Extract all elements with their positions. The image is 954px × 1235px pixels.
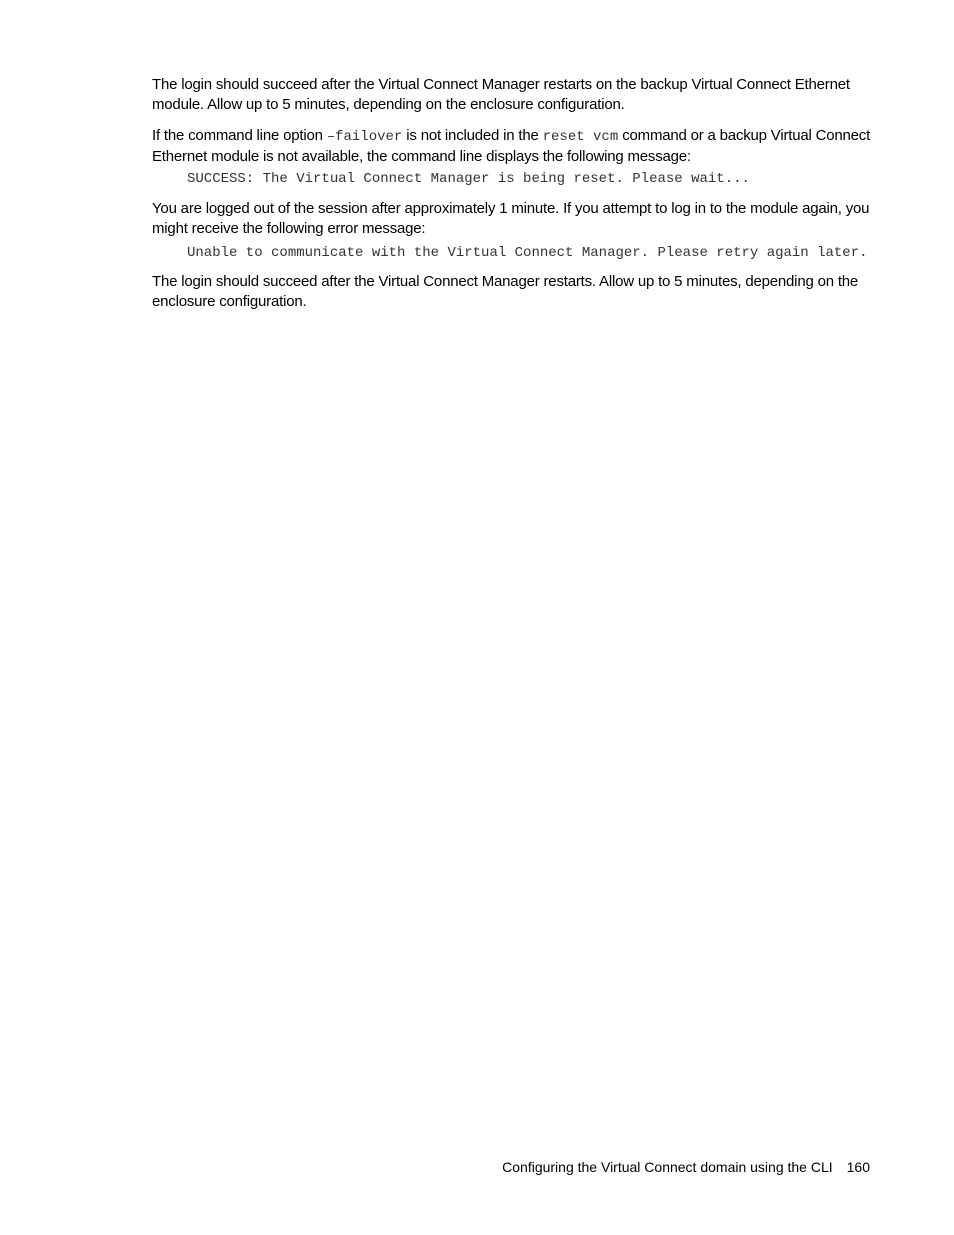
code-block-error-message: Unable to communicate with the Virtual Connect Manager. Please retry again later. — [187, 245, 868, 261]
paragraph-text: command or a backup Virtual Connect Ethernet module is not available, the command line displays the following message: — [152, 127, 871, 165]
code-block-success-message: SUCCESS: The Virtual Connect Manager is being reset. Please wait... — [187, 171, 750, 187]
paragraph-failover-option — [152, 126, 872, 167]
footer-section-title: Configuring the Virtual Connect domain using the CLI — [502, 1159, 833, 1175]
paragraph-text: If the command line option — [152, 127, 327, 144]
page-number: 160 — [846, 1159, 870, 1175]
paragraph-login-backup: The login should succeed after the Virtual Connect Manager restarts on the backup Virtual Connect Ethernet module. Allow up to 5 minutes, depending on the enclosure configuration. — [152, 76, 850, 113]
inline-code-reset-vcm: reset vcm — [542, 129, 619, 145]
inline-code-failover: –failover — [326, 129, 403, 145]
paragraph-logged-out: You are logged out of the session after approximately 1 minute. If you attempt to log in to the module again, you might receive the following error message: — [152, 200, 870, 237]
paragraph-login-restart: The login should succeed after the Virtual Connect Manager restarts. Allow up to 5 minutes, depending on the enclosure configuration. — [152, 273, 859, 310]
page-footer — [502, 1157, 870, 1177]
paragraph-text: is not included in the — [402, 127, 543, 144]
document-body — [152, 75, 872, 312]
